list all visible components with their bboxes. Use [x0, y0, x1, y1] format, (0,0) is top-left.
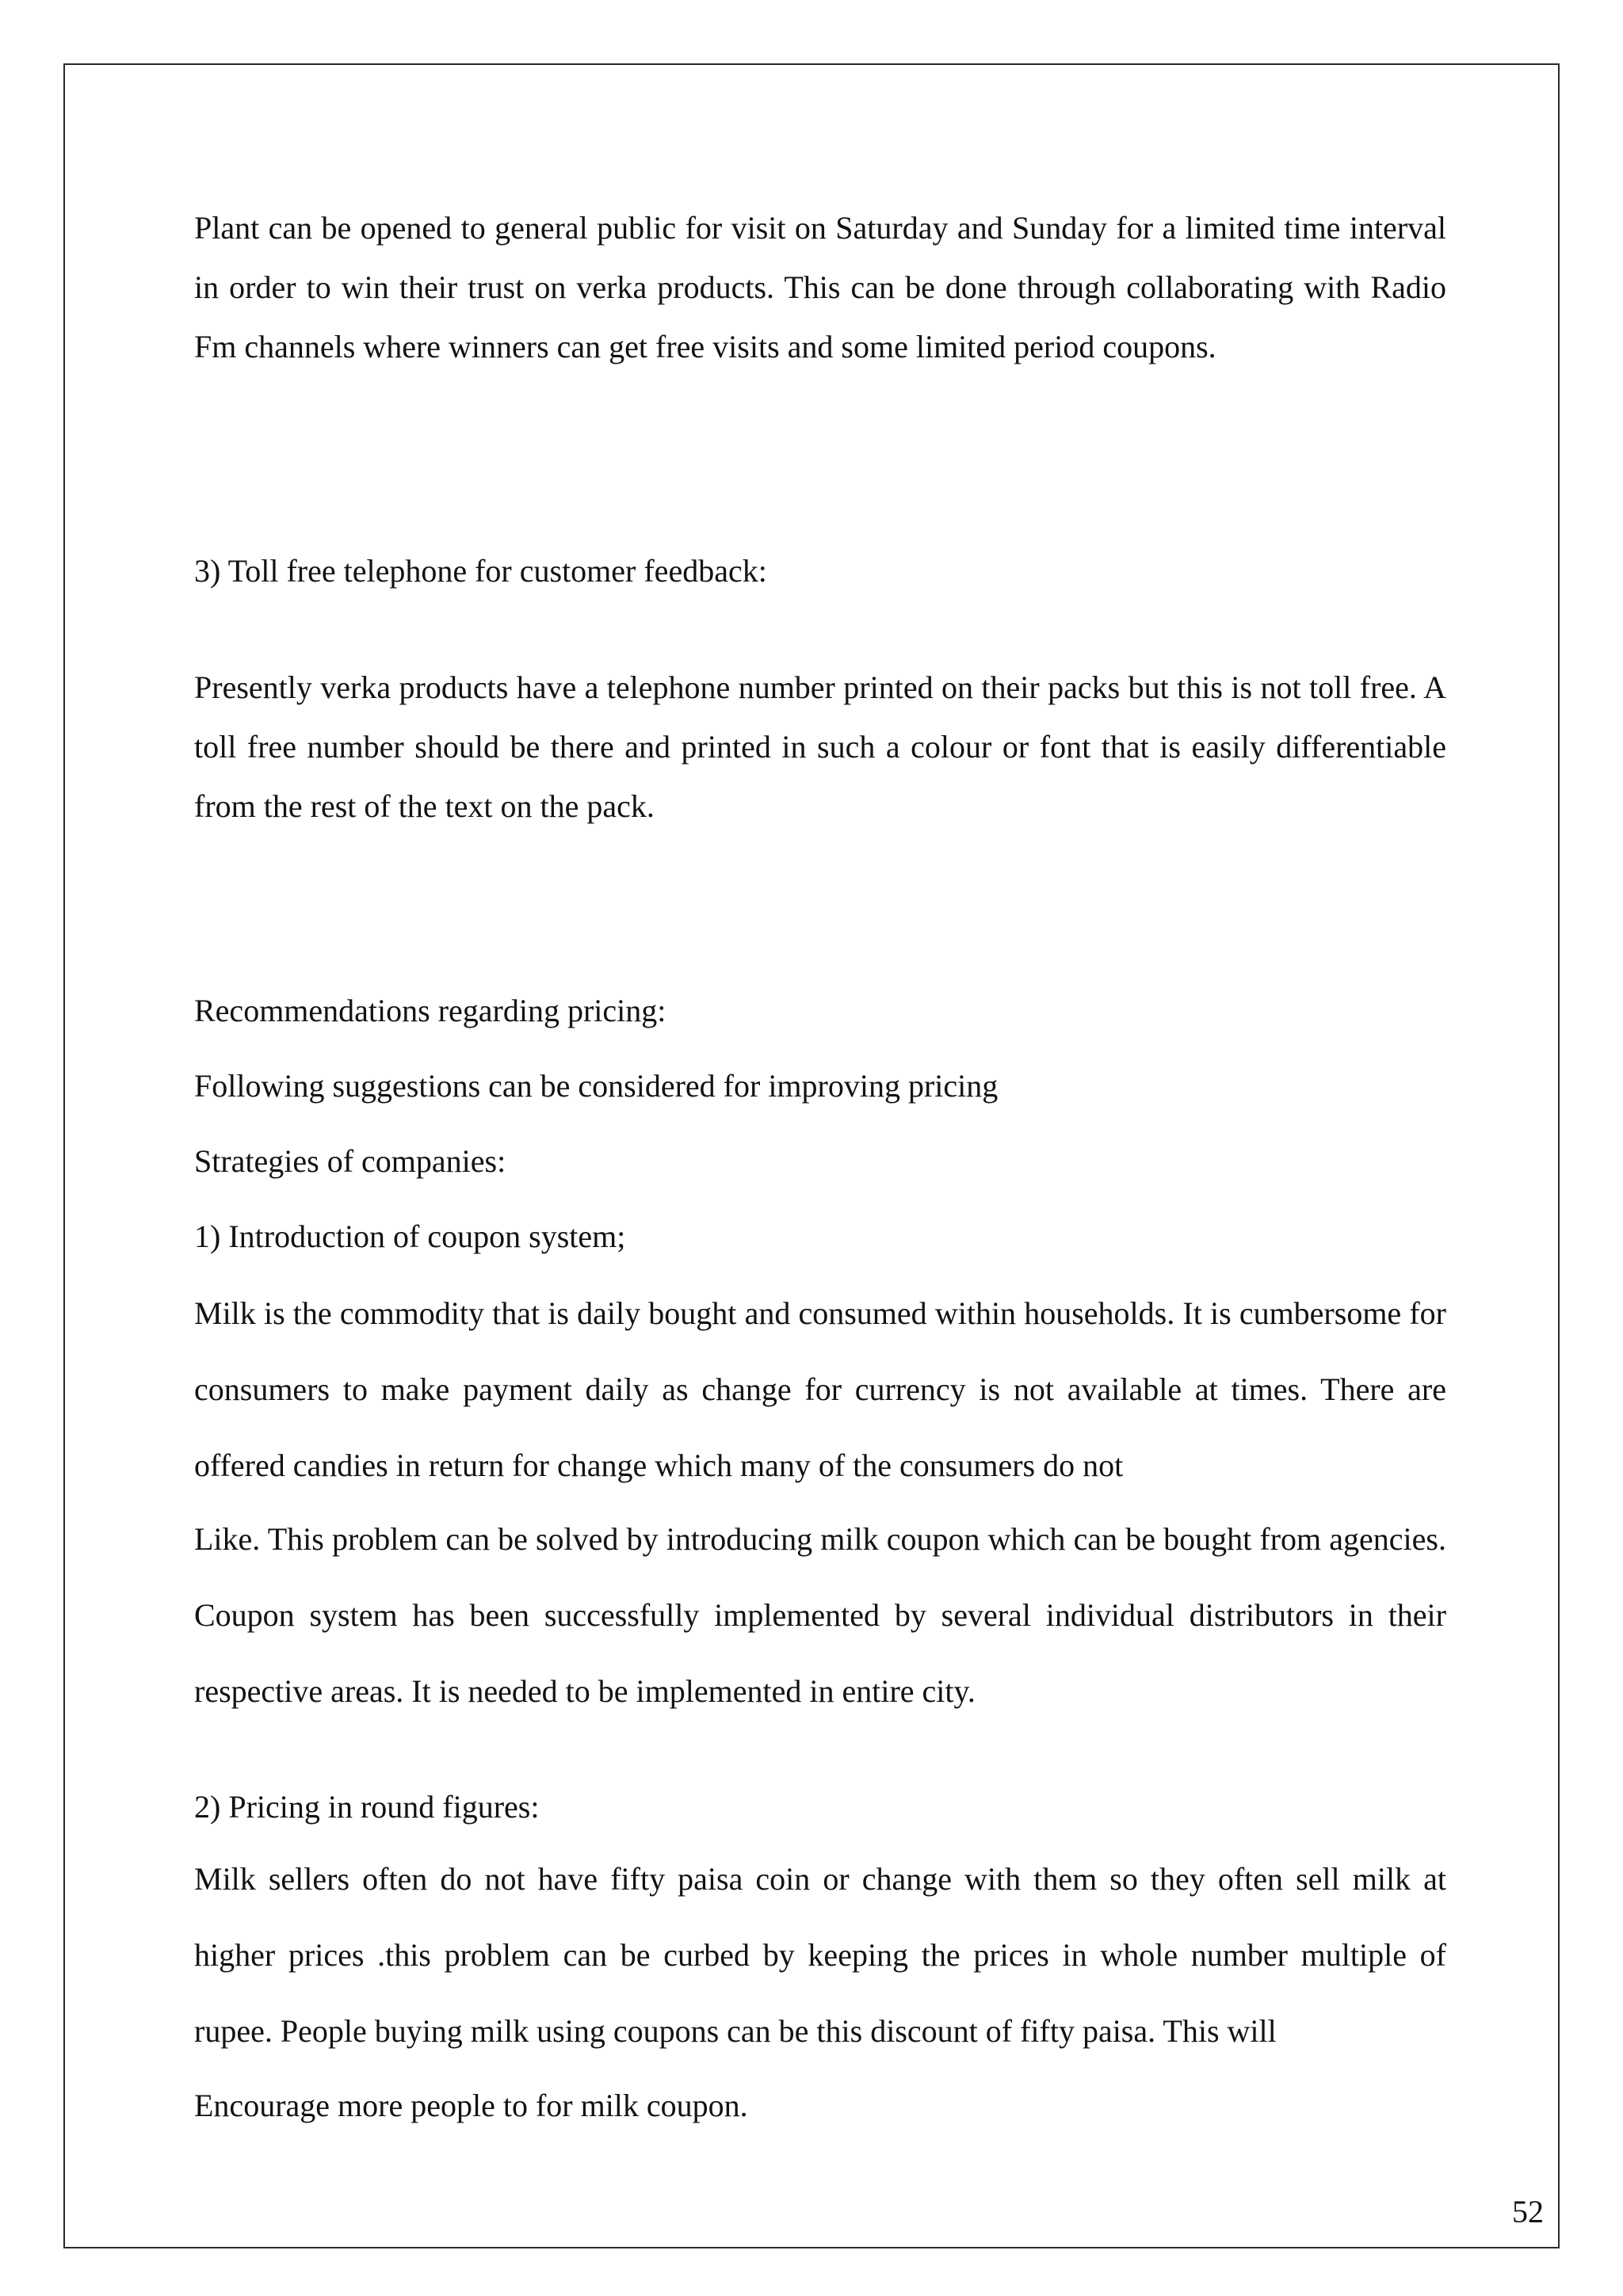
paragraph-plant-visit: Plant can be opened to general public for visit on Saturday and Sunday for a limited time interval in order to win their trust on verka products. This can be done through collaborating with Radio Fm channels where winners can get free visits and some limited period coupons.: [194, 210, 1446, 364]
paragraph-round-2: Encourage more people to for milk coupon.: [194, 2088, 748, 2123]
line-strategies: Strategies of companies:: [194, 1143, 506, 1179]
heading-pricing-recommendations: Recommendations regarding pricing:: [194, 993, 666, 1028]
paragraph-coupon-1: Milk is the commodity that is daily bought and consumed within households. It is cumbersome for consumers to make payment daily as change for currency is not available at times. There are offered candies in return for change which many of the consumers do not: [194, 1295, 1446, 1483]
paragraph-coupon-2: Like. This problem can be solved by introducing milk coupon which can be bought from agencies. Coupon system has been successfully implemented by several individual distributors in their respective areas. It is needed to be implemented in entire city.: [194, 1521, 1446, 1709]
heading-toll-free: 3) Toll free telephone for customer feedback:: [194, 553, 767, 589]
heading-coupon-system: 1) Introduction of coupon system;: [194, 1219, 626, 1254]
page-number: 52: [1512, 2194, 1544, 2229]
heading-round-figures: 2) Pricing in round figures:: [194, 1789, 540, 1825]
paragraph-round-1: Milk sellers often do not have fifty paisa coin or change with them so they often sell milk at higher prices .this problem can be curbed by keeping the prices in whole number multiple of rupee. People buying milk using coupons can be this discount of fifty paisa. This will: [194, 1861, 1446, 2049]
line-following-suggestions: Following suggestions can be considered for improving pricing: [194, 1068, 999, 1104]
paragraph-toll-free: Presently verka products have a telephone number printed on their packs but this is not toll free. A toll free number should be there and printed in such a colour or font that is easily differentiable from the rest of the text on the pack.: [194, 669, 1446, 824]
